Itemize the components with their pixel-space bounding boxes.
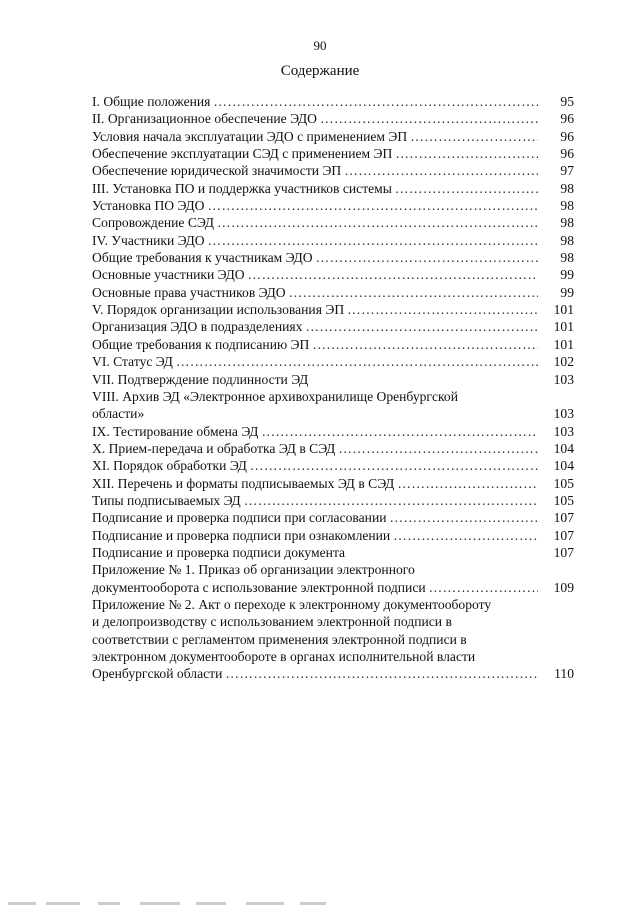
toc-entry-page-number: 107: [553, 527, 574, 543]
toc-entry-title: [92, 492, 538, 509]
toc-entry-line: [92, 596, 538, 613]
toc-entry-line: [92, 665, 538, 682]
toc-entry-title: [92, 561, 538, 596]
toc-entry-line: [92, 162, 538, 179]
toc-entry-text: VIII. Архив ЭД «Электронное архивохранилище Оренбургской: [92, 388, 459, 404]
toc-entry-title: [92, 197, 538, 214]
toc-entry-line: [92, 405, 538, 422]
toc-entry-text: Общие требования к участникам ЭДО: [92, 250, 313, 266]
toc-entry: [92, 492, 574, 509]
toc-entry-line: [92, 388, 538, 405]
toc-entry-text: Подписание и проверка подписи при ознакомлении: [92, 527, 391, 543]
toc-entry-line: [92, 475, 538, 492]
dot-leader: [205, 232, 538, 249]
toc-entry-title: [92, 128, 538, 145]
toc-entry: [92, 561, 574, 596]
toc-entry-text: области»: [92, 406, 145, 422]
toc-entry-title: [92, 232, 538, 249]
toc-entry-line: [92, 423, 538, 440]
toc-entry-line: [92, 180, 538, 197]
toc-entry-text: V. Порядок организации использования ЭП: [92, 302, 345, 318]
dot-leader: [335, 440, 538, 457]
toc-entry: [92, 93, 574, 110]
scan-edge-artifact: [0, 900, 640, 905]
toc-entry-title: [92, 249, 538, 266]
toc-entry: [92, 266, 574, 283]
toc-entry: [92, 475, 574, 492]
toc-entry-text: III. Установка ПО и поддержка участников системы: [92, 180, 392, 196]
toc-entry-text: Сопровождение СЭД: [92, 215, 215, 231]
toc-entry-title: [92, 284, 538, 301]
toc-entry-line: [92, 336, 538, 353]
toc-entry-page-number: 105: [553, 475, 574, 491]
toc-entry: [92, 353, 574, 370]
toc-entry: [92, 318, 574, 335]
toc-entry-line: [92, 544, 538, 561]
toc-entry-line: [92, 284, 538, 301]
toc-entry-text: IX. Тестирование обмена ЭД: [92, 423, 259, 439]
toc-entry-line: [92, 631, 538, 648]
toc-entry-line: [92, 457, 538, 474]
toc-entry: [92, 440, 574, 457]
toc-entry-line: [92, 128, 538, 145]
toc-entry: [92, 301, 574, 318]
toc-entry-page-number: 95: [560, 94, 574, 109]
toc-entry-title: [92, 371, 538, 388]
table-of-contents: [92, 93, 574, 683]
toc-entry: [92, 371, 574, 388]
toc-entry: [92, 527, 574, 544]
toc-entry: [92, 509, 574, 526]
toc-entry-line: [92, 579, 538, 596]
toc-entry-text: Приложение № 2. Акт о переходе к электронному документообороту: [92, 596, 492, 612]
toc-entry-text: электронном документообороте в органах исполнительной власти: [92, 649, 476, 664]
toc-entry-text: соответствии с регламентом применения электронной подписи в: [92, 631, 467, 647]
toc-entry-text: Типы подписываемых ЭД: [92, 492, 241, 508]
toc-entry: [92, 197, 574, 214]
toc-entry: [92, 232, 574, 249]
toc-entry: [92, 180, 574, 197]
toc-entry-title: [92, 214, 538, 231]
toc-entry-text: Обеспечение юридической значимости ЭП: [92, 163, 342, 179]
toc-entry-line: [92, 492, 538, 509]
toc-entry-page-number: 101: [553, 319, 574, 335]
toc-entry-text: VII. Подтверждение подлинности ЭД: [92, 371, 309, 387]
toc-entry-title: [92, 544, 538, 561]
page-number: 90: [313, 38, 327, 53]
toc-entry-line: [92, 214, 538, 231]
toc-entry-page-number: 103: [553, 423, 574, 439]
toc-entry-page-number: 98: [560, 232, 574, 248]
toc-entry-page-number: 101: [553, 302, 574, 318]
toc-entry-title: [92, 596, 538, 683]
toc-entry: [92, 457, 574, 474]
toc-entry-line: [92, 613, 538, 630]
toc-entry-page-number: 101: [553, 336, 574, 352]
toc-entry-text: X. Прием-передача и обработка ЭД в СЭД: [92, 440, 336, 456]
toc-entry: [92, 110, 574, 127]
toc-entry-text: и делопроизводству с использованием электронной подписи в: [92, 614, 452, 630]
toc-entry-page-number: 107: [553, 510, 574, 526]
toc-entry-page-number: 104: [553, 440, 574, 456]
dot-leader: [204, 197, 538, 214]
toc-entry-line: [92, 145, 538, 162]
toc-entry-text: Основные участники ЭДО: [92, 267, 245, 283]
toc-entry-line: [92, 197, 538, 214]
toc-entry: [92, 214, 574, 231]
dot-leader: [317, 110, 538, 127]
toc-entry-page-number: 97: [560, 163, 574, 179]
toc-entry-page-number: 103: [553, 406, 574, 422]
dot-leader: [245, 266, 538, 283]
toc-entry-title: [92, 475, 538, 492]
dot-leader: [344, 301, 538, 318]
toc-entry-title: [92, 110, 538, 127]
toc-entry-line: [92, 371, 538, 388]
toc-entry-page-number: 107: [553, 544, 574, 560]
toc-entry-page-number: 105: [553, 492, 574, 508]
toc-entry-page-number: 99: [560, 284, 574, 300]
toc-entry-line: [92, 318, 538, 335]
dot-leader: [210, 93, 538, 110]
toc-entry-line: [92, 440, 538, 457]
dot-leader: [313, 249, 538, 266]
toc-entry-title: [92, 423, 538, 440]
toc-entry-title: [92, 440, 538, 457]
toc-entry: [92, 249, 574, 266]
toc-entry-text: Подписание и проверка подписи документа: [92, 544, 346, 560]
toc-entry-page-number: 98: [560, 215, 574, 231]
toc-entry: [92, 336, 574, 353]
toc-entry-line: [92, 266, 538, 283]
dot-leader: [392, 180, 538, 197]
toc-entry: [92, 162, 574, 179]
toc-entry-line: [92, 527, 538, 544]
dot-leader: [394, 475, 538, 492]
toc-entry-page-number: 98: [560, 180, 574, 196]
toc-entry: [92, 388, 574, 423]
toc-entry-line: [92, 232, 538, 249]
toc-entry-text: Общие требования к подписанию ЭП: [92, 336, 310, 352]
toc-entry-title: [92, 93, 538, 110]
toc-entry-text: XII. Перечень и форматы подписываемых ЭД в СЭД: [92, 475, 395, 491]
toc-entry-text: Оренбургской области: [92, 666, 223, 682]
dot-leader: [247, 457, 538, 474]
toc-entry: [92, 596, 574, 683]
toc-entry-text: Подписание и проверка подписи при согласовании: [92, 510, 387, 526]
dot-leader: [390, 527, 538, 544]
toc-entry-page-number: 98: [560, 250, 574, 266]
toc-entry-line: [92, 93, 538, 110]
toc-entry-page-number: 98: [560, 198, 574, 214]
dot-leader: [341, 162, 538, 179]
toc-entry-text: XI. Порядок обработки ЭД: [92, 458, 247, 474]
toc-entry-title: [92, 353, 538, 370]
toc-entry-title: [92, 388, 538, 423]
toc-entry-title: [92, 266, 538, 283]
toc-entry-page-number: 103: [553, 371, 574, 387]
toc-entry-page-number: 96: [560, 128, 574, 144]
dot-leader: [309, 336, 538, 353]
toc-heading: Содержание: [280, 63, 360, 79]
toc-entry-page-number: 99: [560, 267, 574, 283]
toc-entry-page-number: 102: [553, 354, 574, 370]
toc-entry-title: [92, 509, 538, 526]
toc-entry-page-number: 110: [554, 666, 574, 682]
toc-entry-title: [92, 318, 538, 335]
toc-entry-title: [92, 145, 538, 162]
toc-entry: [92, 128, 574, 145]
toc-entry-line: [92, 110, 538, 127]
toc-entry-page-number: 96: [560, 146, 574, 162]
toc-entry-text: IV. Участники ЭДО: [92, 232, 205, 248]
toc-entry-title: [92, 301, 538, 318]
dot-leader: [302, 318, 538, 335]
toc-entry-title: [92, 180, 538, 197]
dot-leader: [241, 492, 538, 509]
toc-entry-page-number: 109: [553, 579, 574, 595]
toc-entry-text: Обеспечение эксплуатации СЭД с применением ЭП: [92, 146, 393, 162]
toc-entry-text: I. Общие положения: [92, 94, 211, 109]
dot-leader: [222, 665, 538, 682]
toc-entry-text: Основные права участников ЭДО: [92, 284, 286, 300]
dot-leader: [426, 579, 538, 596]
toc-entry-line: [92, 648, 538, 665]
dot-leader: [387, 509, 538, 526]
dot-leader: [173, 353, 538, 370]
toc-entry-line: [92, 353, 538, 370]
toc-entry-line: [92, 561, 538, 578]
toc-entry-text: Приложение № 1. Приказ об организации электронного: [92, 562, 415, 578]
toc-entry-title: [92, 457, 538, 474]
toc-entry-text: документооборота с использование электронной подписи: [92, 579, 426, 595]
toc-entry-text: Установка ПО ЭДО: [92, 198, 205, 214]
toc-entry-line: [92, 301, 538, 318]
toc-entry-page-number: 96: [560, 111, 574, 127]
toc-entry-page-number: 104: [553, 458, 574, 474]
toc-entry: [92, 284, 574, 301]
toc-entry-title: [92, 527, 538, 544]
toc-entry: [92, 423, 574, 440]
dot-leader: [214, 214, 538, 231]
toc-entry: [92, 145, 574, 162]
toc-entry-line: [92, 509, 538, 526]
toc-entry: [92, 544, 574, 561]
toc-entry-text: Организация ЭДО в подразделениях: [92, 319, 303, 335]
dot-leader: [286, 284, 538, 301]
toc-entry-title: [92, 162, 538, 179]
toc-entry-text: II. Организационное обеспечение ЭДО: [92, 111, 317, 127]
toc-entry-text: Условия начала эксплуатации ЭДО с применением ЭП: [92, 128, 408, 144]
dot-leader: [258, 423, 538, 440]
dot-leader: [407, 128, 538, 145]
dot-leader: [392, 145, 538, 162]
toc-entry-text: VI. Статус ЭД: [92, 354, 173, 370]
toc-entry-title: [92, 336, 538, 353]
toc-entry-line: [92, 249, 538, 266]
